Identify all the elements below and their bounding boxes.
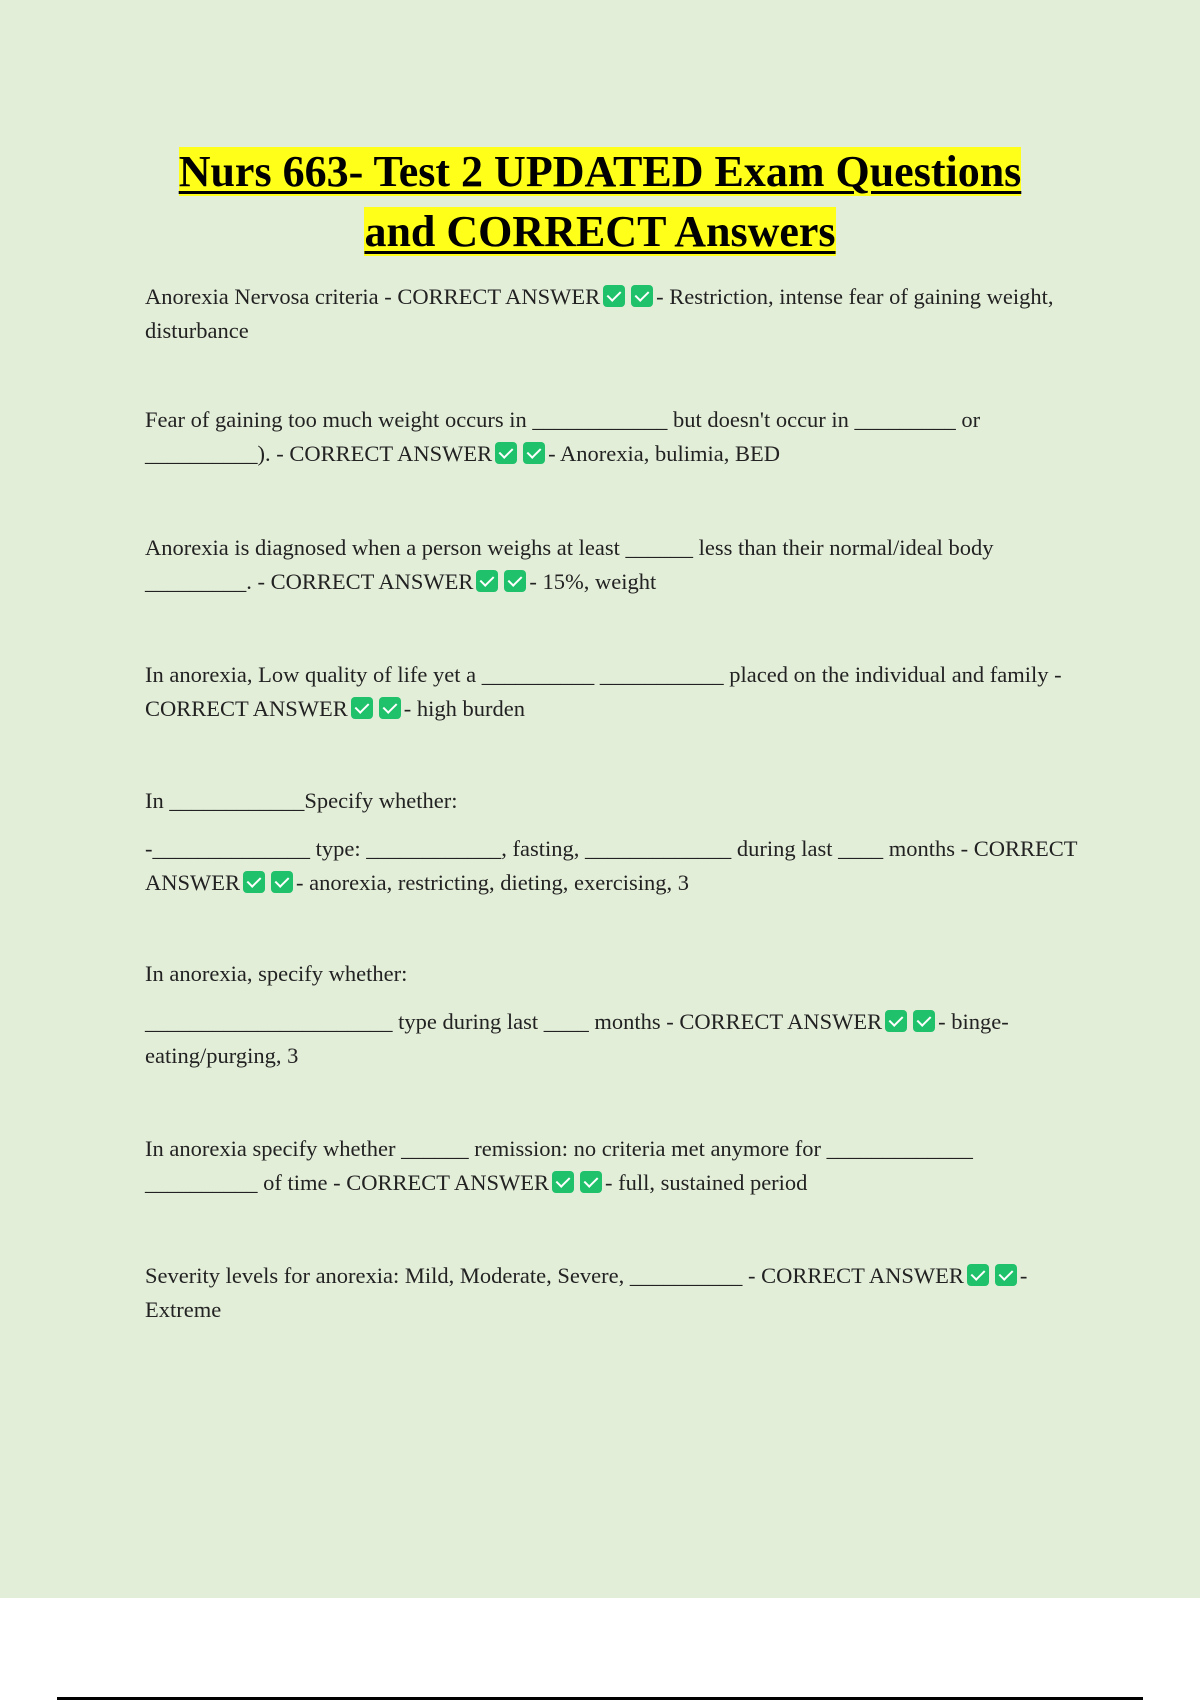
- correct-answer-label: - CORRECT ANSWER: [145, 836, 1078, 895]
- question-text: [145, 280, 1090, 348]
- answer-text: - binge-eating/purging, 3: [145, 1009, 1009, 1068]
- question-text: [145, 1132, 1090, 1200]
- check-box-icon: [504, 570, 526, 592]
- check-box-icon: [243, 871, 265, 893]
- check-box-icon: [523, 442, 545, 464]
- answer-text: - 15%, weight: [529, 569, 657, 594]
- question-prompt: Anorexia is diagnosed when a person weighs at least ______ less than their normal/ideal body _________.: [145, 535, 994, 594]
- question-item: [145, 957, 1090, 1073]
- question-prompt: Anorexia Nervosa criteria: [145, 284, 379, 309]
- question-text: [145, 1005, 1090, 1073]
- correct-answer-label: - CORRECT ANSWER: [276, 441, 493, 466]
- question-item: [145, 280, 1090, 348]
- answer-text: - Restriction, intense fear of gaining weight, disturbance: [145, 284, 1054, 343]
- question-text: [145, 403, 1090, 471]
- check-box-icon: [351, 697, 373, 719]
- answer-text: - full, sustained period: [604, 1170, 808, 1195]
- question-prompt: In anorexia, Low quality of life yet a __________ ___________ placed on the individual and family: [145, 662, 1049, 687]
- answer-text: - anorexia, restricting, dieting, exercising, 3: [296, 870, 689, 895]
- check-box-icon: [967, 1264, 989, 1286]
- correct-answer-label: - CORRECT ANSWER: [333, 1170, 549, 1195]
- question-text: [145, 531, 1090, 599]
- check-box-icon: [580, 1171, 602, 1193]
- question-prompt: In anorexia specify whether ______ remission: no criteria met anymore for _____________ __________ of time: [145, 1136, 973, 1195]
- check-box-icon: [379, 697, 401, 719]
- correct-answer-label: - CORRECT ANSWER: [384, 284, 601, 309]
- check-box-icon: [995, 1264, 1017, 1286]
- check-box-icon: [476, 570, 498, 592]
- question-prompt: -______________ type: ____________, fasting, _____________ during last ____ months: [145, 836, 955, 861]
- question-item: [145, 531, 1090, 599]
- document-title: [0, 142, 1200, 262]
- check-box-icon: [885, 1010, 907, 1032]
- answer-text: - Extreme: [145, 1263, 1028, 1322]
- question-item: [145, 1132, 1090, 1200]
- question-item: [145, 784, 1090, 900]
- check-box-icon: [631, 285, 653, 307]
- title-line-2: and CORRECT Answers: [364, 207, 836, 256]
- question-item: [145, 1259, 1090, 1327]
- check-box-icon: [552, 1171, 574, 1193]
- correct-answer-label: - CORRECT ANSWER: [666, 1009, 883, 1034]
- correct-answer-label: - CORRECT ANSWER: [145, 662, 1062, 721]
- question-intro: In anorexia, specify whether:: [145, 961, 408, 986]
- title-line-1: Nurs 663- Test 2 UPDATED Exam Questions: [178, 147, 1022, 196]
- correct-answer-label: - CORRECT ANSWER: [257, 569, 474, 594]
- question-intro: In ____________Specify whether:: [145, 788, 458, 813]
- question-prompt: Fear of gaining too much weight occurs in ____________ but doesn't occur in _________ or __________).: [145, 407, 981, 466]
- question-text: [145, 658, 1090, 726]
- question-prompt: Severity levels for anorexia: Mild, Moderate, Severe, __________: [145, 1263, 743, 1288]
- answer-text: - Anorexia, bulimia, BED: [548, 441, 780, 466]
- question-text: [145, 832, 1090, 900]
- check-box-icon: [913, 1010, 935, 1032]
- check-box-icon: [603, 285, 625, 307]
- answer-text: - high burden: [403, 696, 525, 721]
- check-box-icon: [271, 871, 293, 893]
- check-box-icon: [495, 442, 517, 464]
- question-text: [145, 1259, 1090, 1327]
- question-prompt: ______________________ type during last ____ months: [145, 1009, 661, 1034]
- correct-answer-label: - CORRECT ANSWER: [747, 1263, 964, 1288]
- question-item: [145, 403, 1090, 471]
- question-item: [145, 658, 1090, 726]
